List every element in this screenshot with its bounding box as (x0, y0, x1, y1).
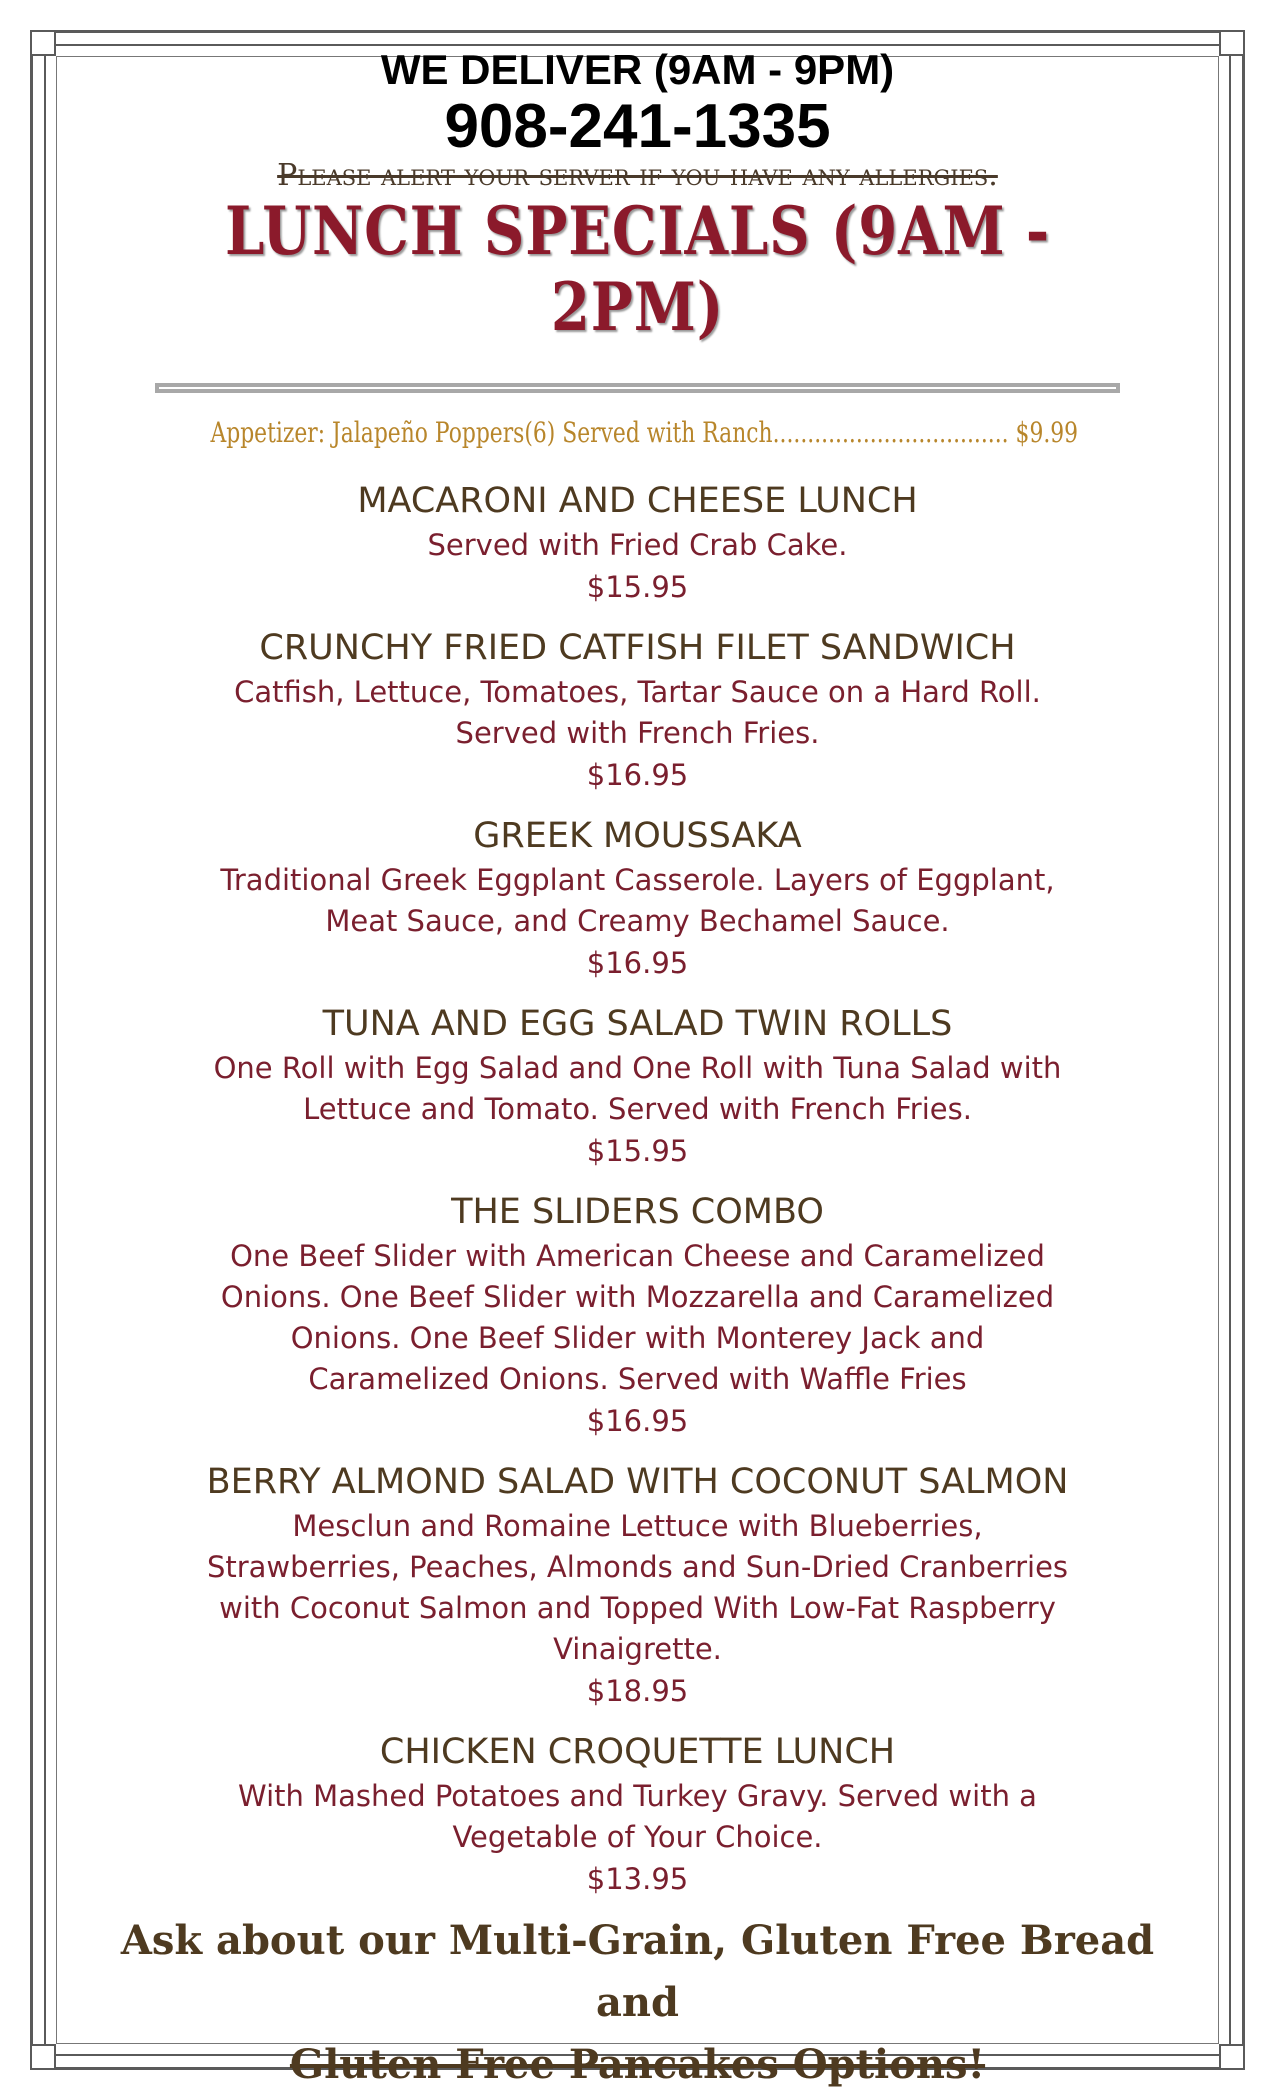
menu-item-price: $15.95 (586, 1134, 689, 1168)
menu-item-name: GREEK MOUSSAKA (473, 816, 802, 856)
corner-ornament-top-left (30, 30, 56, 56)
menu-item-name: MACARONI AND CHEESE LUNCH (357, 481, 918, 521)
menu-item-description: One Roll with Egg Salad and One Roll with Tuna Salad with (213, 1051, 1062, 1085)
menu-item-description: One Beef Slider with American Cheese and Caramelized (230, 1239, 1045, 1273)
menu-item (90, 812, 1185, 984)
menu-item-description: Onions. One Beef Slider with Monterey Jack and (290, 1321, 985, 1355)
menu-item-price: $18.95 (586, 1674, 689, 1708)
menu-item (90, 1000, 1185, 1172)
menu-item-description: Mesclun and Romaine Lettuce with Blueberries, (292, 1509, 983, 1543)
menu-item-name: THE SLIDERS COMBO (451, 1192, 824, 1232)
menu-item-description: Catfish, Lettuce, Tomatoes, Tartar Sauce on a Hard Roll. (234, 675, 1041, 709)
appetizer-line: Appetizer: Jalapeño Poppers(6) Served with Ranch.................................. $9.99 (210, 416, 1079, 449)
menu-item-price: $16.95 (586, 946, 689, 980)
menu-item-description: Onions. One Beef Slider with Mozzarella and Caramelized (220, 1280, 1055, 1314)
menu-item-price: $16.95 (586, 758, 689, 792)
menu-item-name: CHICKEN CROQUETTE LUNCH (379, 1732, 896, 1772)
page-title: LUNCH SPECIALS (9AM - 2PM) (224, 192, 1051, 346)
menu-item-description: Served with Fried Crab Cake. (427, 528, 848, 562)
menu-item (90, 624, 1185, 796)
menu-content (90, 45, 1185, 2096)
menu-item (90, 477, 1185, 608)
menu-item-description: Caramelized Onions. Served with Waffle Fries (308, 1362, 967, 1396)
menu-item-description: Lettuce and Tomato. Served with French Fries. (303, 1092, 972, 1126)
menu-items (90, 477, 1185, 1900)
menu-item-description: Meat Sauce, and Creamy Bechamel Sauce. (325, 904, 950, 938)
menu-item-description: Vegetable of Your Choice. (452, 1820, 823, 1854)
menu-item-description: with Coconut Salmon and Topped With Low-Fat Raspberry (219, 1591, 1056, 1625)
menu-item-description: Strawberries, Peaches, Almonds and Sun-Dried Cranberries (206, 1550, 1069, 1584)
title-divider (155, 383, 1120, 393)
menu-item-description: Vinaigrette. (553, 1632, 722, 1666)
menu-item-name: BERRY ALMOND SALAD WITH COCONUT SALMON (206, 1462, 1069, 1502)
allergy-notice: Please alert your server if you have any allergies. (277, 158, 998, 193)
delivery-hours: WE DELIVER (9AM - 9PM) (380, 46, 895, 93)
menu-item (90, 1458, 1185, 1712)
footer-note (90, 1910, 1185, 2096)
corner-ornament-bottom-left (30, 2044, 56, 2070)
phone-number[interactable]: 908-241-1335 (444, 92, 831, 161)
menu-item-description: With Mashed Potatoes and Turkey Gravy. Served with a (238, 1779, 1037, 1813)
footer-line-2: Gluten Free Pancakes Options! (289, 2041, 986, 2088)
corner-ornament-top-right (1219, 30, 1245, 56)
menu-item-price: $15.95 (586, 570, 689, 604)
menu-item-price: $13.95 (586, 1862, 689, 1896)
menu-item (90, 1728, 1185, 1900)
menu-item-price: $16.95 (586, 1404, 689, 1438)
menu-item (90, 1188, 1185, 1442)
menu-item-name: CRUNCHY FRIED CATFISH FILET SANDWICH (259, 628, 1016, 668)
menu-item-description: Served with French Fries. (455, 716, 820, 750)
footer-line-1: Ask about our Multi-Grain, Gluten Free Bread and (120, 1917, 1155, 2026)
corner-ornament-bottom-right (1219, 2044, 1245, 2070)
menu-item-name: TUNA AND EGG SALAD TWIN ROLLS (322, 1004, 953, 1044)
menu-item-description: Traditional Greek Eggplant Casserole. Layers of Eggplant, (220, 863, 1055, 897)
